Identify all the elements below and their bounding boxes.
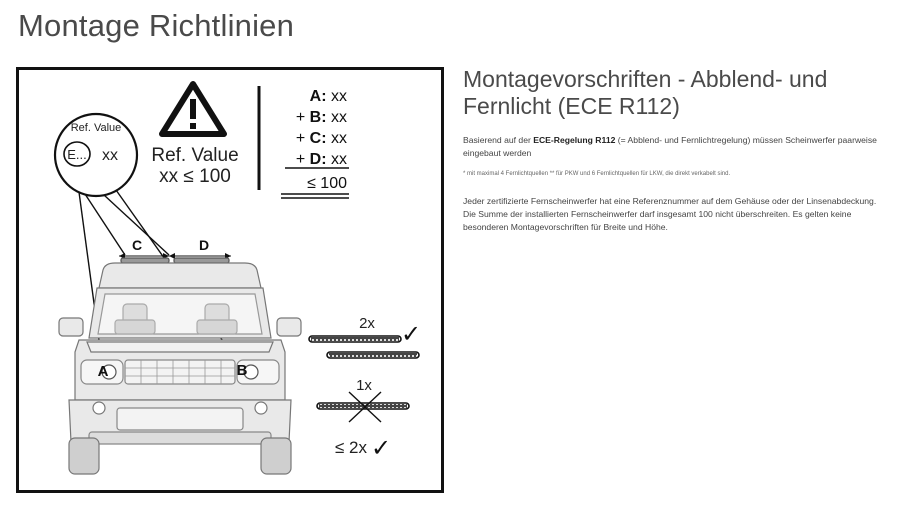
check-icon-2: ✓ — [370, 435, 392, 462]
reference-paragraph: Jeder zertifizierte Fernscheinwerfer hat eine Referenznummer auf dem Gehäuse oder der Linsenabdeckung. Die Summe der installierten Fernscheinwerfer darf insgesamt 100 nicht überschreiten. Es gelten keine besonderen Montagevorschriften für Breite und Höhe. — [463, 196, 877, 232]
count-bad: 1x — [356, 377, 372, 394]
sum-row-c: + C: xx — [295, 130, 347, 147]
sum-list — [281, 88, 349, 198]
badge-top-label: Ref. Value — [70, 122, 122, 134]
sum-total: ≤ 100 — [307, 175, 347, 192]
article — [463, 66, 883, 234]
mounting-diagram-svg — [19, 70, 441, 490]
label-d: D — [198, 237, 210, 253]
sum-row-b: + B: xx — [295, 109, 347, 126]
sum-row-d: + D: xx — [295, 151, 347, 168]
intro-paragraph: Basierend auf der ECE-Regelung R112 (= Abblend- und Fernlichtregelung) müssen Scheinwerfer paarweise eingebaut werden — [463, 135, 877, 158]
ref-value-badge — [55, 114, 137, 196]
warning-triangle-icon — [162, 84, 224, 134]
light-bar-single-crossed-icon — [317, 392, 409, 422]
sum-row-a: A: xx — [309, 88, 347, 105]
badge-xx: xx — [102, 147, 118, 164]
regulation-name: ECE-Regelung R112 — [533, 135, 616, 145]
label-c: C — [131, 237, 143, 253]
mounting-diagram — [16, 67, 444, 493]
label-a: A — [97, 363, 109, 380]
count-ok: 2x — [359, 315, 375, 332]
footnote: * mit maximal 4 Fernlichtquellen ** für PKW und 6 Fernlichtquellen für LKW, die direkt verkabelt sind. — [463, 171, 731, 177]
badge-code: E... — [67, 147, 87, 162]
section-title: Montagevorschriften - Abblend- und Fernlicht (ECE R112) — [463, 66, 828, 119]
warning-label-limit: xx ≤ 100 — [159, 166, 231, 187]
count-max: ≤ 2x — [334, 438, 368, 457]
label-b: B — [236, 362, 248, 379]
warning-label-ref: Ref. Value — [151, 145, 239, 166]
roof-dimensions — [119, 237, 231, 259]
vehicle-icon — [59, 258, 301, 474]
check-icon: ✓ — [400, 321, 422, 348]
page-title: Montage Richtlinien — [18, 8, 295, 43]
